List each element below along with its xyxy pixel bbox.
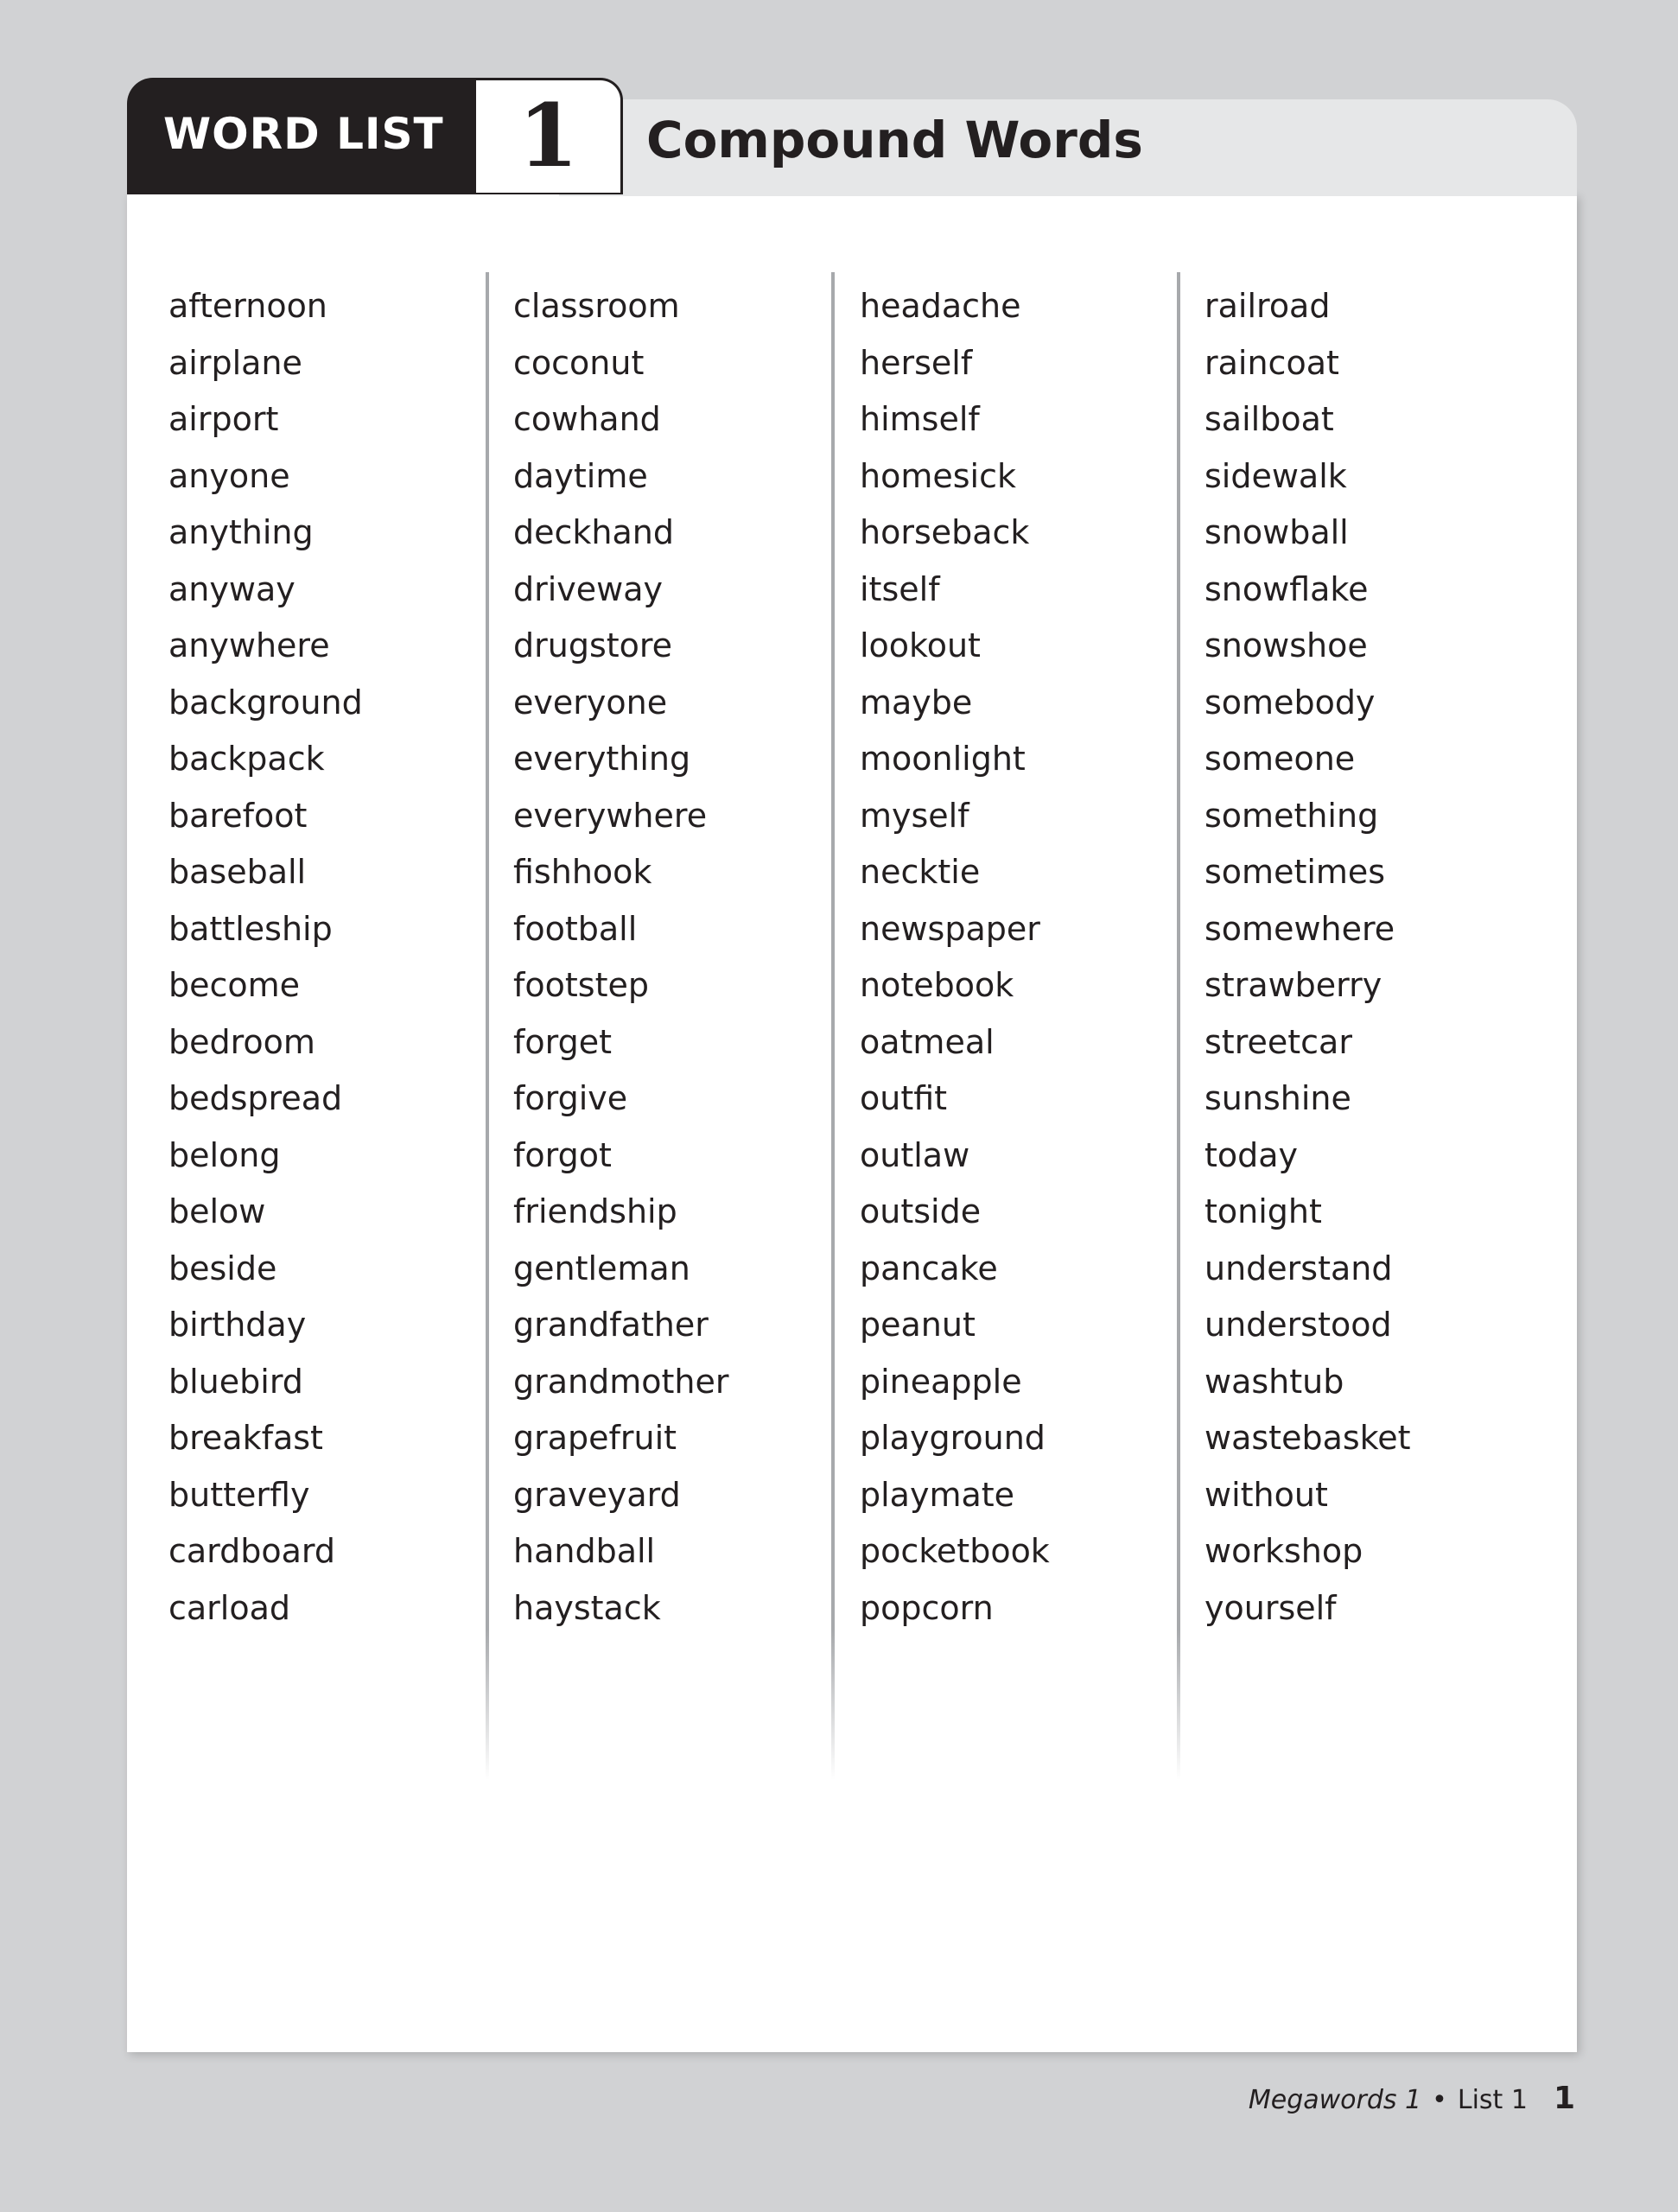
list-number-box bbox=[476, 78, 623, 194]
word-item: forgive bbox=[513, 1079, 628, 1117]
word-item: anyway bbox=[168, 569, 296, 608]
word-item: popcorn bbox=[860, 1588, 994, 1627]
word-column-2 bbox=[513, 272, 824, 1630]
word-item: baseball bbox=[168, 853, 307, 891]
word-item: sometimes bbox=[1204, 853, 1386, 891]
page-footer bbox=[1249, 2083, 1575, 2114]
word-item: handball bbox=[513, 1532, 656, 1570]
word-item: backpack bbox=[168, 740, 325, 778]
word-item: notebook bbox=[860, 966, 1014, 1004]
word-item: someone bbox=[1204, 740, 1356, 778]
word-item: herself bbox=[860, 343, 973, 382]
column-divider bbox=[486, 272, 489, 1780]
word-item: moonlight bbox=[860, 740, 1026, 778]
word-item: necktie bbox=[860, 853, 981, 891]
word-item: birthday bbox=[168, 1306, 307, 1344]
word-item: yourself bbox=[1204, 1588, 1337, 1627]
word-item: somewhere bbox=[1204, 909, 1395, 948]
word-item: airport bbox=[168, 400, 279, 438]
word-item: driveway bbox=[513, 569, 664, 608]
word-item: anything bbox=[168, 513, 314, 551]
word-item: background bbox=[168, 683, 363, 721]
word-item: anyone bbox=[168, 456, 290, 495]
word-item: streetcar bbox=[1204, 1022, 1352, 1061]
word-item: something bbox=[1204, 796, 1379, 835]
word-list-card bbox=[127, 78, 1577, 2052]
page-number: 1 bbox=[1553, 2081, 1575, 2116]
word-item: battleship bbox=[168, 909, 333, 948]
word-item: today bbox=[1204, 1135, 1299, 1174]
word-item: forget bbox=[513, 1022, 612, 1061]
word-item: barefoot bbox=[168, 796, 308, 835]
word-item: beside bbox=[168, 1249, 277, 1287]
page-title: Compound Words bbox=[646, 111, 1143, 169]
word-item: belong bbox=[168, 1135, 281, 1174]
word-item: headache bbox=[860, 287, 1021, 325]
column-divider bbox=[1177, 272, 1180, 1780]
footer-book-title: Megawords 1 bbox=[1248, 2085, 1422, 2115]
word-item: football bbox=[513, 909, 638, 948]
word-list-label-tab bbox=[127, 78, 490, 194]
word-item: haystack bbox=[513, 1588, 661, 1627]
word-item: myself bbox=[860, 796, 969, 835]
word-item: pancake bbox=[860, 1249, 998, 1287]
word-item: newspaper bbox=[860, 909, 1040, 948]
word-item: workshop bbox=[1204, 1532, 1363, 1570]
word-item: footstep bbox=[513, 966, 649, 1004]
word-list-label: WORD LIST bbox=[163, 109, 444, 159]
word-item: himself bbox=[860, 400, 980, 438]
word-item: become bbox=[168, 966, 301, 1004]
word-item: grapefruit bbox=[513, 1419, 677, 1457]
word-item: itself bbox=[860, 569, 940, 608]
list-number: 1 bbox=[518, 85, 579, 187]
word-item: carload bbox=[168, 1588, 291, 1627]
word-item: playground bbox=[860, 1419, 1046, 1457]
word-item: grandmother bbox=[513, 1362, 729, 1401]
word-item: horseback bbox=[860, 513, 1030, 551]
word-item: raincoat bbox=[1204, 343, 1339, 382]
word-item: sidewalk bbox=[1204, 456, 1347, 495]
word-item: strawberry bbox=[1204, 966, 1382, 1004]
word-column-4 bbox=[1204, 272, 1516, 1630]
word-item: tonight bbox=[1204, 1192, 1322, 1230]
word-item: classroom bbox=[513, 287, 680, 325]
word-item: homesick bbox=[860, 456, 1016, 495]
word-item: peanut bbox=[860, 1306, 976, 1344]
word-item: graveyard bbox=[513, 1475, 681, 1514]
word-item: outside bbox=[860, 1192, 982, 1230]
word-item: without bbox=[1204, 1475, 1328, 1514]
word-item: afternoon bbox=[168, 287, 327, 325]
word-item: snowflake bbox=[1204, 569, 1369, 608]
word-item: railroad bbox=[1204, 287, 1331, 325]
word-column-3 bbox=[860, 272, 1171, 1630]
footer-list-label: List 1 bbox=[1457, 2085, 1528, 2115]
word-item: cardboard bbox=[168, 1532, 335, 1570]
word-item: butterfly bbox=[168, 1475, 310, 1514]
word-item: cowhand bbox=[513, 400, 661, 438]
word-item: outlaw bbox=[860, 1135, 970, 1174]
word-item: coconut bbox=[513, 343, 645, 382]
word-item: bluebird bbox=[168, 1362, 303, 1401]
word-item: grandfather bbox=[513, 1306, 709, 1344]
word-item: below bbox=[168, 1192, 266, 1230]
word-item: wastebasket bbox=[1204, 1419, 1411, 1457]
word-item: outfit bbox=[860, 1079, 948, 1117]
word-item: everyone bbox=[513, 683, 668, 721]
word-item: sailboat bbox=[1204, 400, 1334, 438]
word-item: friendship bbox=[513, 1192, 677, 1230]
word-item: maybe bbox=[860, 683, 973, 721]
word-item: understand bbox=[1204, 1249, 1393, 1287]
word-item: pineapple bbox=[860, 1362, 1022, 1401]
word-item: snowball bbox=[1204, 513, 1349, 551]
word-item: bedspread bbox=[168, 1079, 343, 1117]
word-columns bbox=[127, 272, 1577, 1793]
word-item: breakfast bbox=[168, 1419, 323, 1457]
word-item: bedroom bbox=[168, 1022, 315, 1061]
word-item: somebody bbox=[1204, 683, 1376, 721]
word-item: daytime bbox=[513, 456, 648, 495]
word-item: gentleman bbox=[513, 1249, 690, 1287]
word-item: washtub bbox=[1204, 1362, 1344, 1401]
word-item: drugstore bbox=[513, 626, 673, 664]
word-item: lookout bbox=[860, 626, 981, 664]
word-item: anywhere bbox=[168, 626, 330, 664]
word-item: everything bbox=[513, 740, 691, 778]
word-item: playmate bbox=[860, 1475, 1015, 1514]
column-divider bbox=[831, 272, 835, 1780]
word-column-1 bbox=[168, 272, 480, 1630]
word-item: airplane bbox=[168, 343, 302, 382]
word-item: deckhand bbox=[513, 513, 674, 551]
word-item: pocketbook bbox=[860, 1532, 1050, 1570]
word-item: oatmeal bbox=[860, 1022, 995, 1061]
word-item: fishhook bbox=[513, 853, 652, 891]
word-item: sunshine bbox=[1204, 1079, 1351, 1117]
footer-separator: • bbox=[1432, 2085, 1447, 2115]
word-item: snowshoe bbox=[1204, 626, 1368, 664]
word-item: forgot bbox=[513, 1135, 612, 1174]
word-item: understood bbox=[1204, 1306, 1392, 1344]
word-item: everywhere bbox=[513, 796, 708, 835]
